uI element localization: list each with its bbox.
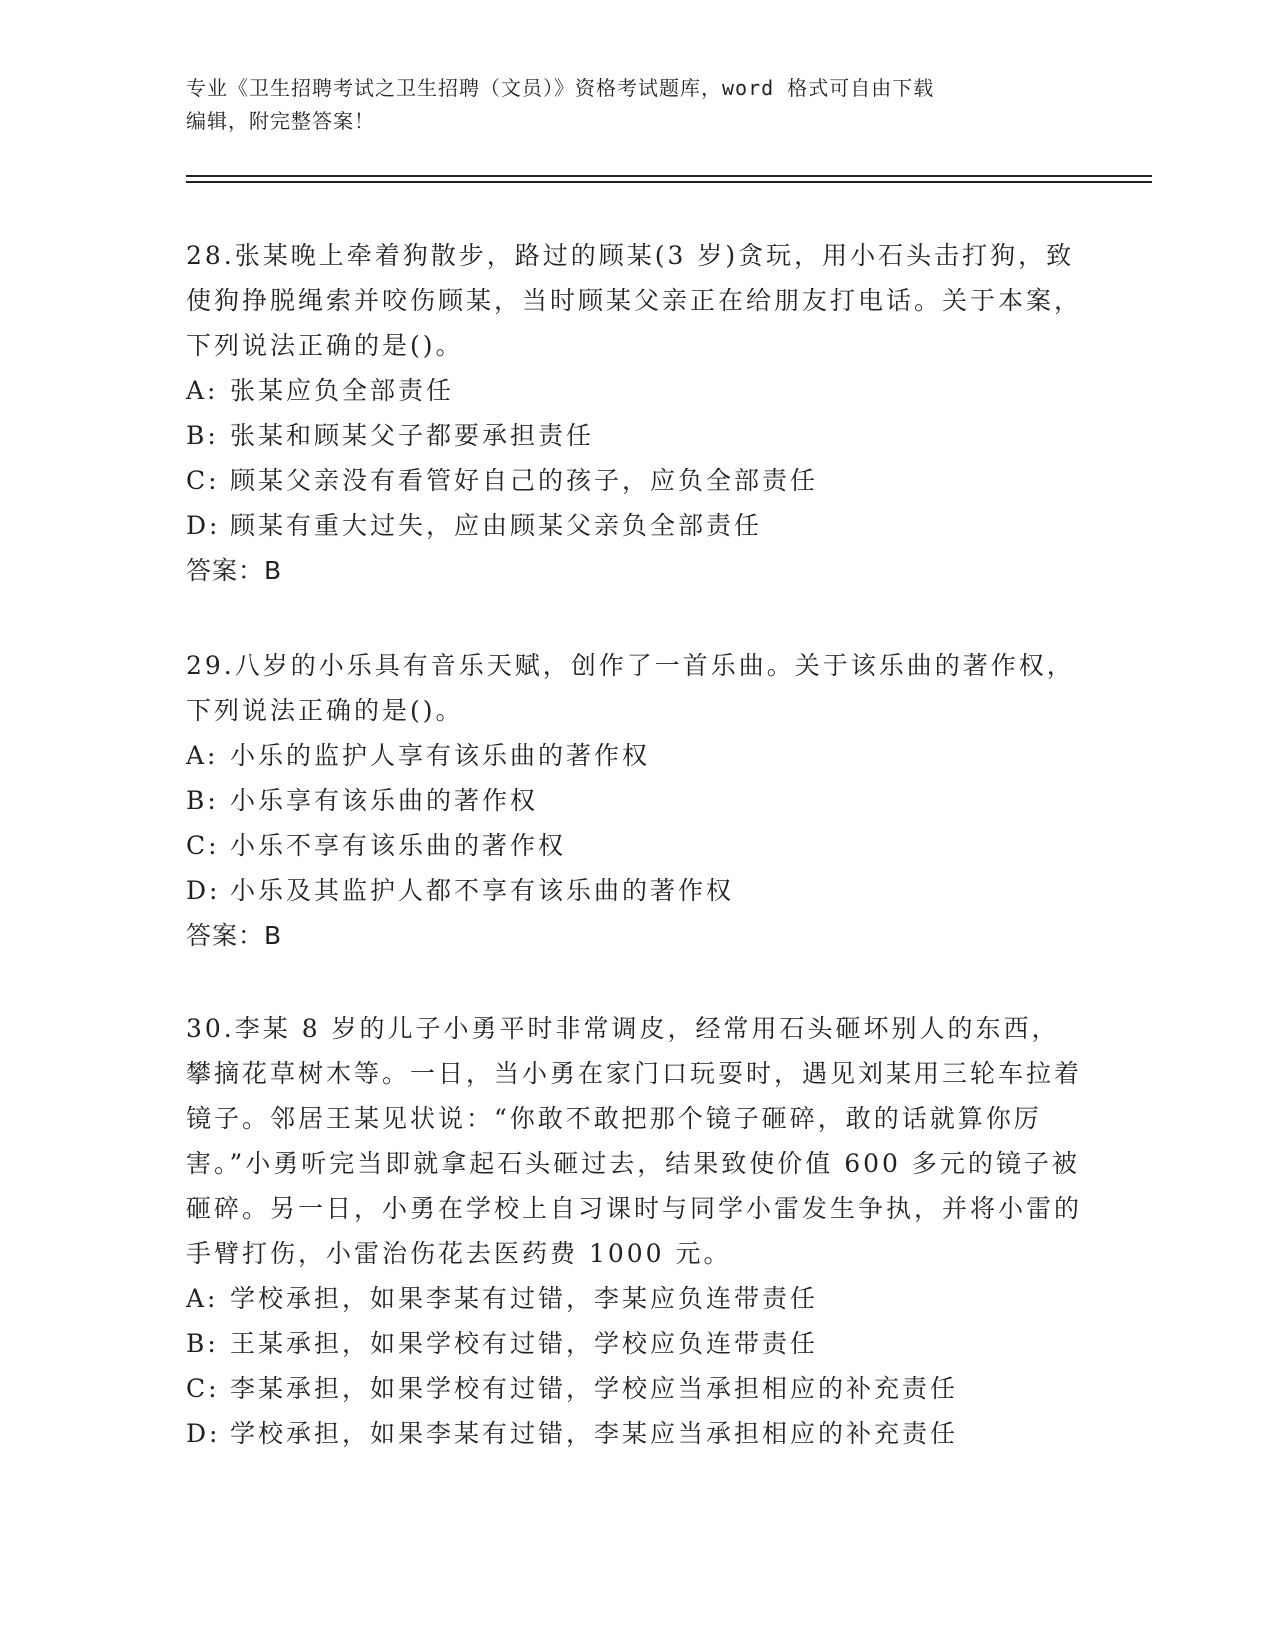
option-c	[186, 1366, 1086, 1411]
option-text: 张某和顾某父子都要承担责任	[230, 421, 595, 450]
question-30	[186, 1006, 1086, 1456]
question-stem: 28.张某晚上牵着狗散步，路过的顾某(3 岁)贪玩，用小石头击打狗，致使狗挣脱绳索并咬伤顾某，当时顾某父亲正在给朋友打电话。关于本案，下列说法正确的是()。	[186, 241, 1083, 360]
option-key: B:	[186, 421, 219, 450]
answer-line: 答案：B	[186, 556, 283, 585]
option-a	[186, 733, 1086, 778]
option-text: 小乐的监护人享有该乐曲的著作权	[230, 741, 651, 770]
option-c	[186, 458, 1086, 503]
option-text: 学校承担，如果李某有过错，李某应当承担相应的补充责任	[230, 1419, 959, 1448]
option-key: B:	[186, 1329, 219, 1358]
option-c	[186, 823, 1086, 868]
option-d	[186, 868, 1086, 913]
option-a	[186, 1276, 1086, 1321]
option-text: 王某承担，如果学校有过错，学校应负连带责任	[230, 1329, 819, 1358]
option-text: 小乐不享有该乐曲的著作权	[230, 831, 567, 860]
option-text: 学校承担，如果李某有过错，李某应负连带责任	[230, 1284, 819, 1313]
option-text: 顾某父亲没有看管好自己的孩子，应负全部责任	[230, 466, 819, 495]
option-b	[186, 413, 1086, 458]
option-a	[186, 368, 1086, 413]
question-stem: 29.八岁的小乐具有音乐天赋，创作了一首乐曲。关于该乐曲的著作权，下列说法正确的是()。	[186, 651, 1075, 725]
option-key: A:	[186, 376, 219, 405]
option-key: C:	[186, 1374, 220, 1403]
option-key: C:	[186, 831, 220, 860]
option-text: 小乐享有该乐曲的著作权	[230, 786, 539, 815]
question-stem: 30.李某 8 岁的儿子小勇平时非常调皮，经常用石头砸坏别人的东西，攀摘花草树木等。一日，当小勇在家门口玩耍时，遇见刘某用三轮车拉着镜子。邻居王某见状说：“你敢不敢把那个镜子砸碎，敢的话就算你厉害。”小勇听完当即就拿起石头砸过去，结果致使价值 600 多元的镜子被砸碎。另一日，小勇在学校上自习课时与同学小雷发生争执，并将小雷的手臂打伤，小雷治伤花去医药费 1000 元。	[186, 1014, 1083, 1268]
question-28	[186, 233, 1086, 593]
option-b	[186, 778, 1086, 823]
header-divider-bottom	[186, 181, 1152, 183]
option-key: C:	[186, 466, 220, 495]
option-text: 张某应负全部责任	[230, 376, 455, 405]
option-text: 顾某有重大过失，应由顾某父亲负全部责任	[230, 511, 763, 540]
document-intro	[186, 72, 1086, 138]
option-d	[186, 503, 1086, 548]
option-b	[186, 1321, 1086, 1366]
intro-line-1: 专业《卫生招聘考试之卫生招聘（文员）》资格考试题库，word 格式可自由下载	[186, 76, 935, 100]
answer-line: 答案：B	[186, 921, 283, 950]
option-key: B:	[186, 786, 219, 815]
option-text: 李某承担，如果学校有过错，学校应当承担相应的补充责任	[230, 1374, 959, 1403]
question-29	[186, 643, 1086, 958]
option-d	[186, 1411, 1086, 1456]
option-key: D:	[186, 1419, 221, 1448]
intro-line-2: 编辑，附完整答案！	[186, 109, 375, 133]
option-key: A:	[186, 741, 219, 770]
option-text: 小乐及其监护人都不享有该乐曲的著作权	[230, 876, 735, 905]
header-divider-top	[186, 175, 1152, 177]
option-key: D:	[186, 876, 221, 905]
option-key: D:	[186, 511, 221, 540]
option-key: A:	[186, 1284, 219, 1313]
